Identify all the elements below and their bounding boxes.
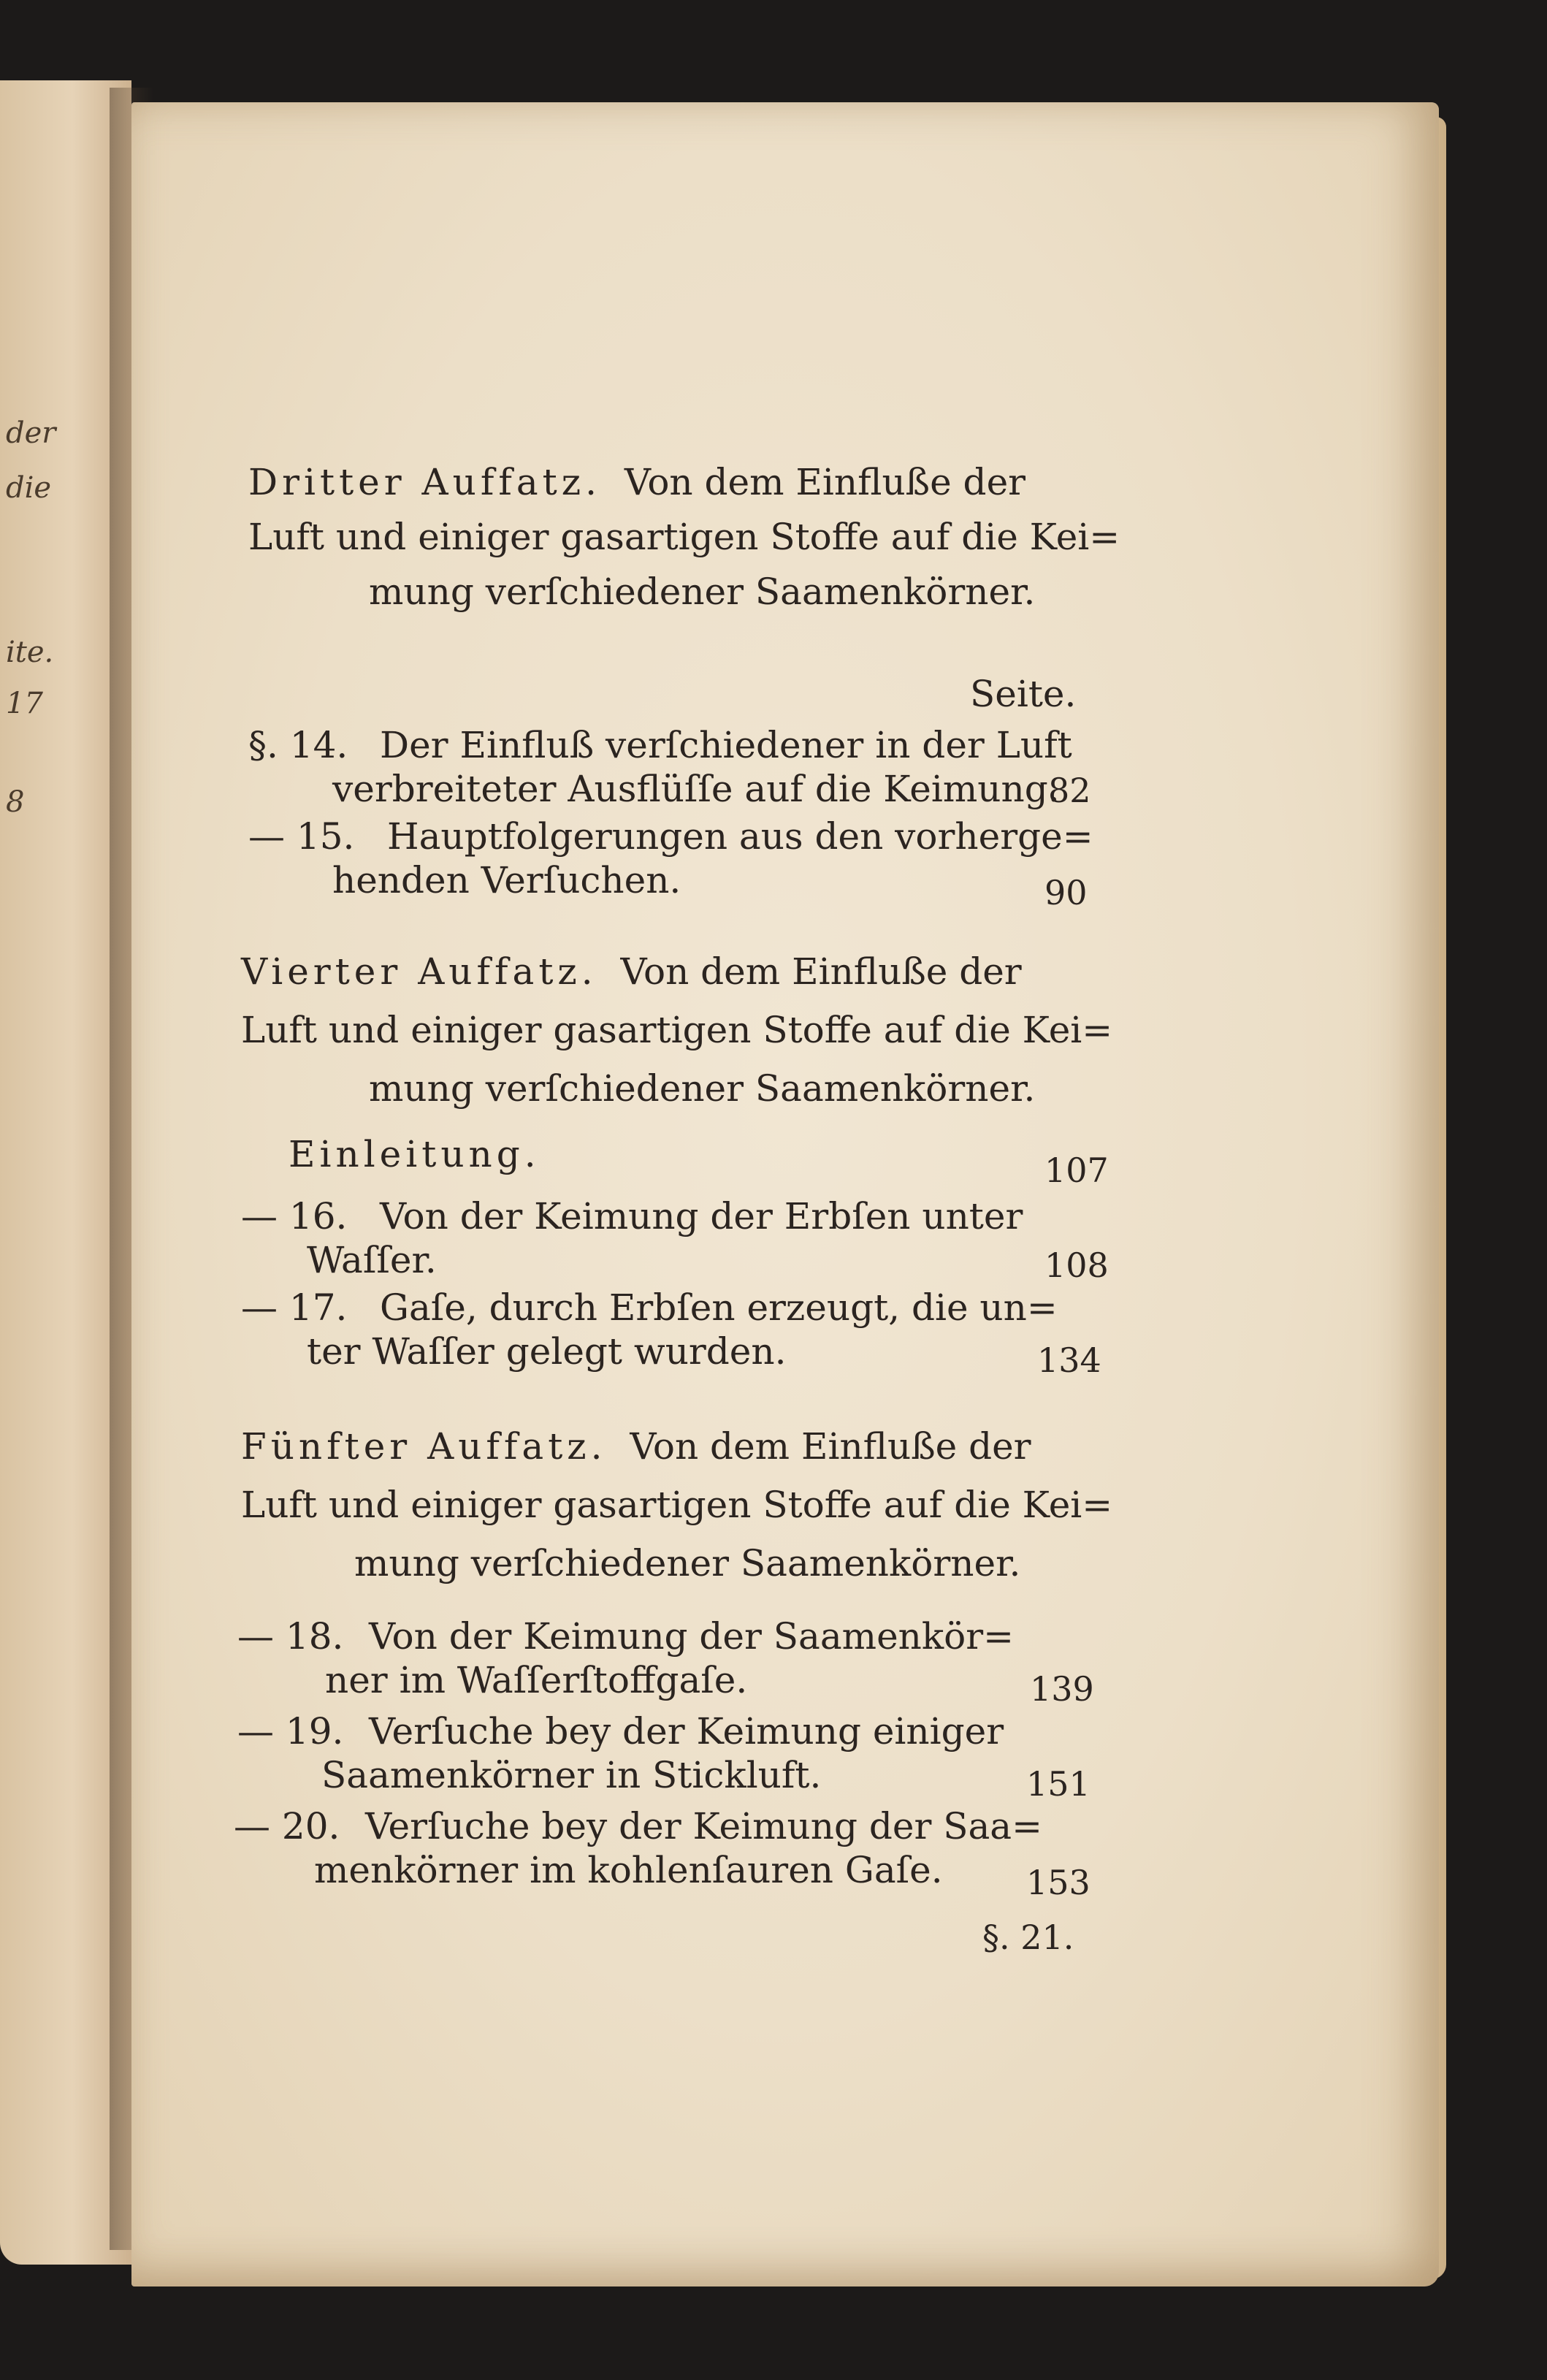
toc-entry-line: Der Einfluß verſchiedener in der Luft — [380, 724, 1072, 766]
page-column-label: Seite. — [970, 673, 1077, 715]
heading-label: Vierter Auffatz. — [241, 950, 597, 993]
heading-label: Dritter Auffatz. — [248, 461, 602, 503]
toc-entry-line: Verſuche bey der Keimung einiger — [369, 1710, 1004, 1752]
left-page-fragment: ite. — [6, 636, 54, 669]
catchword: §. 21. — [982, 1918, 1074, 1957]
heading-text: Von dem Einfluße der — [630, 1425, 1031, 1468]
toc-page-number: 90 — [1044, 873, 1088, 912]
heading-text: Von dem Einfluße der — [624, 461, 1026, 503]
toc-entry-prefix: — 18. — [237, 1615, 344, 1658]
left-page-fragment: der — [6, 416, 56, 450]
section-heading-3 — [241, 1421, 1031, 1472]
toc-entry-prefix: — 15. — [248, 815, 355, 858]
toc-entry-prefix: — 20. — [234, 1805, 340, 1847]
toc-entry-prefix: — 19. — [237, 1710, 344, 1752]
section-heading-3-line2: Luft und einiger gasartigen Stoffe auf die Kei= — [241, 1484, 1113, 1526]
section-heading-3-line3: mung verſchiedener Saamenkörner. — [354, 1542, 1021, 1584]
toc-entry-line: verbreiteter Ausflüſſe auf die Keimung. — [332, 768, 1060, 810]
toc-page-number: 107 — [1044, 1151, 1109, 1190]
toc-entry-line: Von der Keimung der Saamenkör= — [369, 1615, 1015, 1658]
section-heading-1-line2: Luft und einiger gasartigen Stoffe auf die Kei= — [248, 516, 1120, 558]
toc-entry-prefix: §. 14. — [248, 724, 348, 766]
section-heading-2 — [241, 946, 1022, 997]
toc-entry-prefix: — 16. — [241, 1195, 348, 1237]
toc-entry-line: Hauptfolgerungen aus den vorherge= — [387, 815, 1093, 858]
toc-entry-line: ner im Waſſerſtoffgaſe. — [325, 1659, 748, 1701]
section-heading-1 — [248, 457, 1025, 508]
toc-page-number: 139 — [1030, 1669, 1094, 1709]
toc-page-number: 108 — [1044, 1246, 1109, 1285]
toc-page-number: 151 — [1026, 1764, 1090, 1804]
heading-text: Von dem Einfluße der — [620, 950, 1022, 993]
toc-entry-line: henden Verſuchen. — [332, 859, 681, 901]
section-heading-2-line2: Luft und einiger gasartigen Stoffe auf die Kei= — [241, 1009, 1113, 1051]
toc-entry-line: Verſuche bey der Keimung der Saa= — [365, 1805, 1043, 1847]
toc-entry-line: Einleitung. — [289, 1133, 541, 1175]
left-page-fragment: 8 — [6, 785, 25, 819]
toc-entry-line: Saamenkörner in Stickluft. — [321, 1754, 822, 1796]
toc-entry-line: Von der Keimung der Erbſen unter — [380, 1195, 1023, 1237]
toc-entry-line: menkörner im kohlenſauren Gaſe. — [314, 1849, 943, 1891]
toc-entry-line: ter Waſſer gelegt wurden. — [307, 1330, 787, 1373]
toc-entry-line: Gaſe, durch Erbſen erzeugt, die un= — [380, 1286, 1058, 1329]
section-heading-2-line3: mung verſchiedener Saamenkörner. — [369, 1067, 1036, 1110]
toc-page-number: 134 — [1037, 1340, 1101, 1380]
section-heading-1-line3: mung verſchiedener Saamenkörner. — [369, 571, 1036, 613]
toc-entry-line: Waſſer. — [307, 1239, 437, 1281]
toc-entry-prefix: — 17. — [241, 1286, 348, 1329]
toc-page-number: 82 — [1048, 771, 1091, 810]
left-page-fragment: die — [6, 471, 52, 505]
left-page-fragment: 17 — [6, 687, 43, 720]
heading-label: Fünfter Auffatz. — [241, 1425, 607, 1468]
toc-page-number: 153 — [1026, 1863, 1090, 1902]
